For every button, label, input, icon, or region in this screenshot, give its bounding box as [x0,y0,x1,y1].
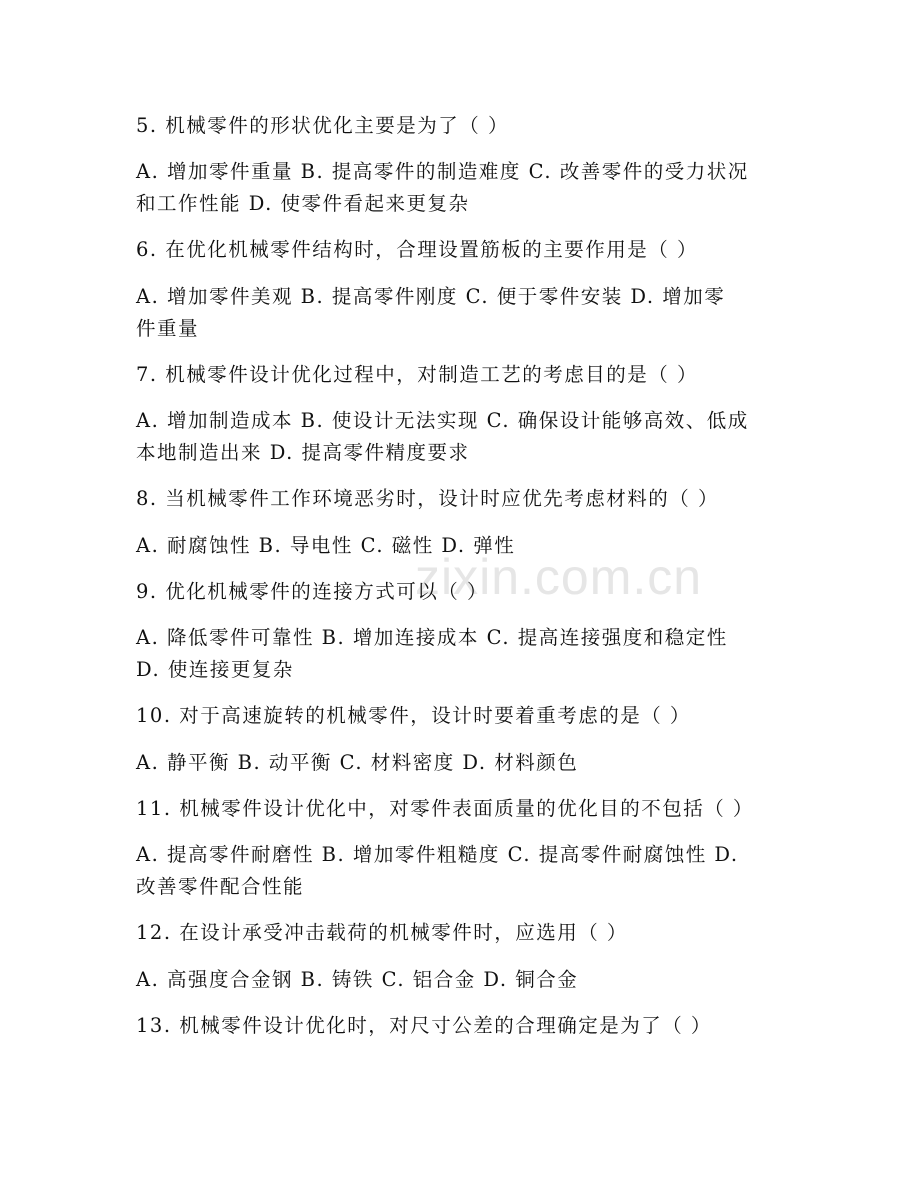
question-8-options: A. 耐腐蚀性 B. 导电性 C. 磁性 D. 弹性 [136,534,516,557]
question-7-options: A. 增加制造成本 B. 使设计无法实现 C. 确保设计能够高效、低成 [136,409,749,432]
question-6-options-cont: 件重量 [136,317,200,340]
question-8-stem: 8. 当机械零件工作环境恶劣时，设计时应优先考虑材料的（ ） [136,487,720,510]
question-10-options: A. 静平衡 B. 动平衡 C. 材料密度 D. 材料颜色 [136,751,579,774]
question-9-options: A. 降低零件可靠性 B. 增加连接成本 C. 提高连接强度和稳定性 [136,626,728,649]
question-5-stem: 5. 机械零件的形状优化主要是为了（ ） [136,114,510,137]
question-5-options-cont: 和工作性能 D. 使零件看起来更复杂 [136,192,470,215]
question-9-options-cont: D. 使连接更复杂 [136,658,294,681]
question-12-stem: 12. 在设计承受冲击载荷的机械零件时，应选用（ ） [136,921,628,944]
question-7-options-cont: 本地制造出来 D. 提高零件精度要求 [136,441,470,464]
question-10-stem: 10. 对于高速旋转的机械零件，设计时要着重考虑的是（ ） [136,704,691,727]
question-5-options: A. 增加零件重量 B. 提高零件的制造难度 C. 改善零件的受力状况 [136,160,749,183]
question-11-stem: 11. 机械零件设计优化中，对零件表面质量的优化目的不包括（ ） [136,797,754,820]
question-11-options-cont: 改善零件配合性能 [136,875,305,898]
question-12-options: A. 高强度合金钢 B. 铸铁 C. 铝合金 D. 铜合金 [136,968,579,991]
watermark: zixin.com.cn [415,549,703,605]
question-13-stem: 13. 机械零件设计优化时，对尺寸公差的合理确定是为了（ ） [136,1014,712,1037]
question-9-stem: 9. 优化机械零件的连接方式可以（ ） [136,580,489,603]
question-11-options: A. 提高零件耐磨性 B. 增加零件粗糙度 C. 提高零件耐腐蚀性 D. [136,843,739,866]
question-7-stem: 7. 机械零件设计优化过程中，对制造工艺的考虑目的是（ ） [136,363,699,386]
question-6-options: A. 增加零件美观 B. 提高零件刚度 C. 便于零件安装 D. 增加零 [136,285,726,308]
question-6-stem: 6. 在优化机械零件结构时，合理设置筋板的主要作用是（ ） [136,238,699,261]
